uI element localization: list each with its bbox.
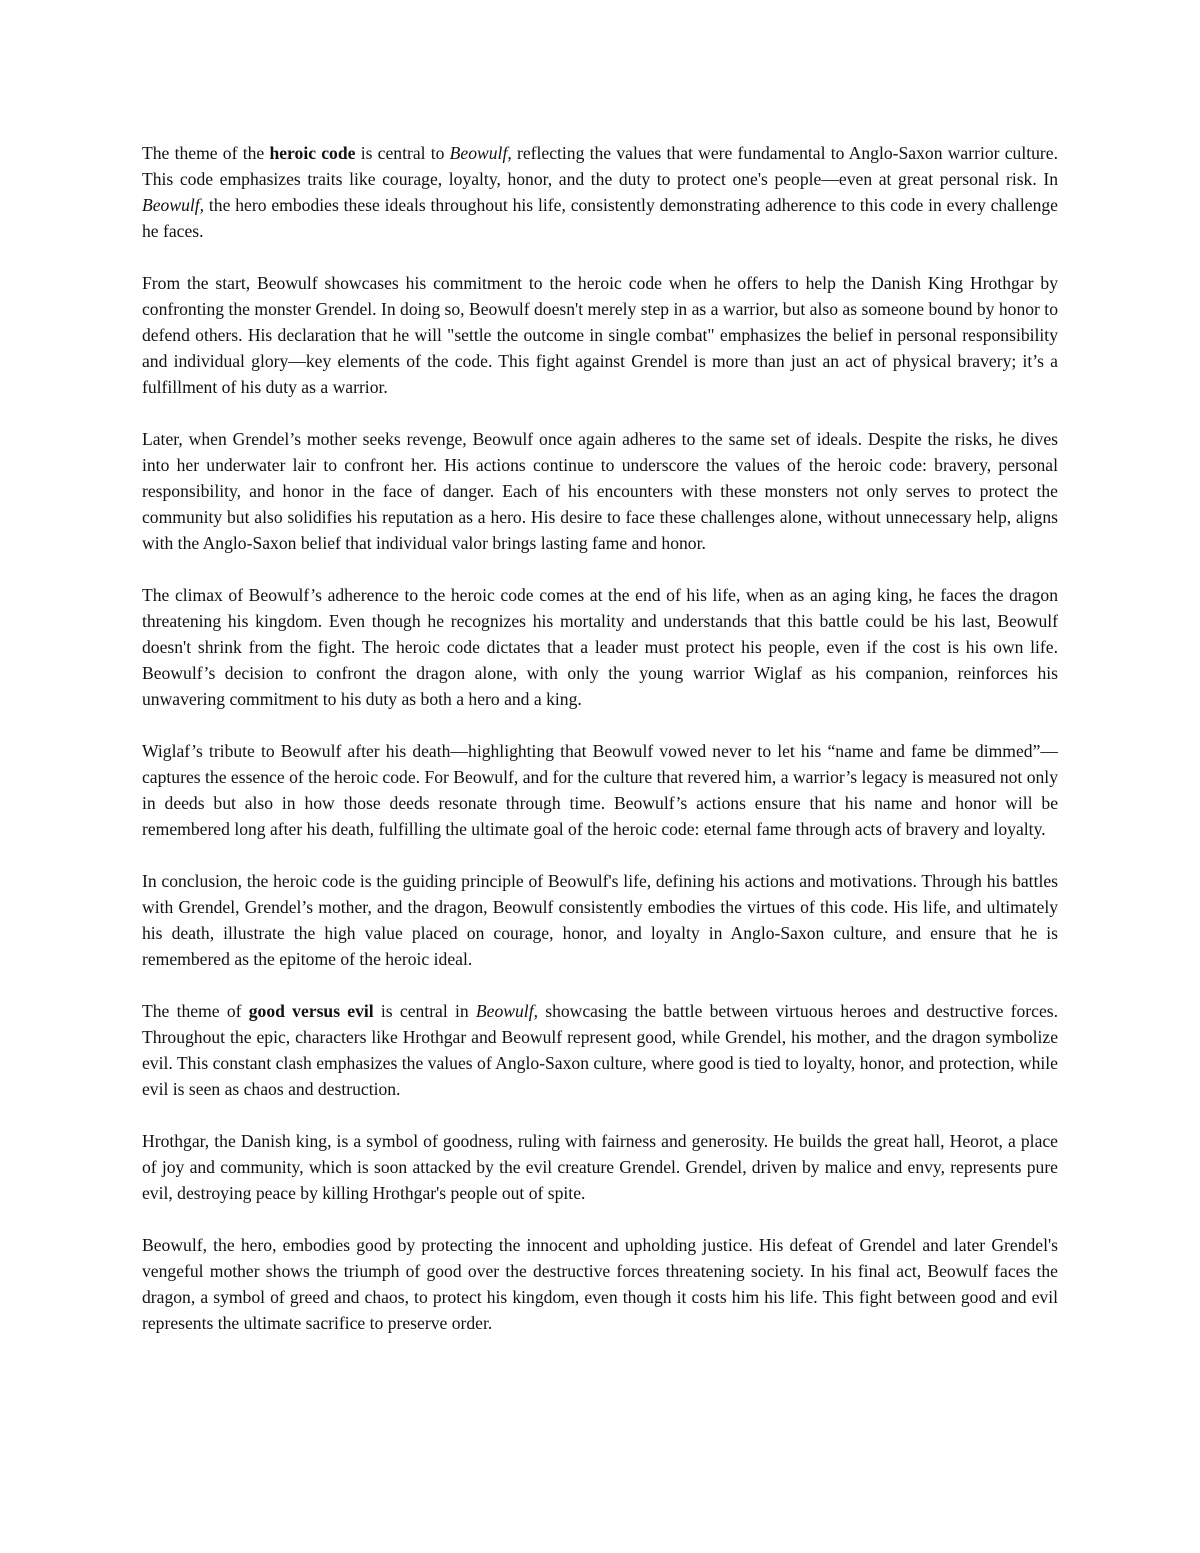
paragraph-beowulf-hero <box>142 1232 1058 1336</box>
paragraph-grendels-mother <box>142 426 1058 556</box>
bold-term-good-versus-evil: good versus evil <box>248 1001 374 1021</box>
bold-term-heroic-code: heroic code <box>269 143 356 163</box>
document-page <box>142 140 1058 1336</box>
text-run: is central to <box>355 143 450 163</box>
paragraph-hrothgar <box>142 1128 1058 1206</box>
text-run: From the start, Beowulf showcases his commitment to the heroic code when he offers to help the Danish King Hrothgar by confronting the monster Grendel. In doing so, Beowulf doesn't merely step in as a warrior, but also as someone bound by honor to defend others. His declaration that he will "settle the outcome in single combat" emphasizes the belief in personal responsibility and individual glory—key elements of the code. This fight against Grendel is more than just an act of physical bravery; it’s a fulfillment of his duty as a warrior. <box>142 273 1058 397</box>
text-run: is central in <box>373 1001 476 1021</box>
italic-title-beowulf: Beowulf, <box>475 1001 538 1021</box>
italic-title-beowulf: Beowulf, <box>449 143 512 163</box>
text-run: Hrothgar, the Danish king, is a symbol of goodness, ruling with fairness and generosity. He builds the great hall, Heorot, a place of joy and community, which is soon attacked by the evil creature Grendel. Grendel, driven by malice and envy, represents pure evil, destroying peace by killing Hrothgar's people out of spite. <box>142 1131 1058 1203</box>
text-run: Beowulf, the hero, embodies good by protecting the innocent and upholding justice. His defeat of Grendel and later Grendel's vengeful mother shows the triumph of good over the destructive forces threatening society. In his final act, Beowulf faces the dragon, a symbol of greed and chaos, to protect his kingdom, even though it costs him his life. This fight between good and evil represents the ultimate sacrifice to preserve order. <box>142 1235 1058 1333</box>
text-run: The climax of Beowulf’s adherence to the heroic code comes at the end of his life, when as an aging king, he faces the dragon threatening his kingdom. Even though he recognizes his mortality and understands that this battle could be his last, Beowulf doesn't shrink from the fight. The heroic code dictates that a leader must protect his people, even if the cost is his own life. Beowulf’s decision to confront the dragon alone, with only the young warrior Wiglaf as his companion, reinforces his unwavering commitment to his duty as both a hero and a king. <box>142 585 1058 709</box>
text-run: showcasing the battle between virtuous heroes and destructive forces. Throughout the epic, characters like Hrothgar and Beowulf represent good, while Grendel, his mother, and the dragon symbolize evil. This constant clash emphasizes the values of Anglo-Saxon culture, where good is tied to loyalty, honor, and protection, while evil is seen as chaos and destruction. <box>142 1001 1058 1099</box>
text-run: Wiglaf’s tribute to Beowulf after his death—highlighting that Beowulf vowed never to let his “name and fame be dimmed”—captures the essence of the heroic code. For Beowulf, and for the culture that revered him, a warrior’s legacy is measured not only in deeds but also in how those deeds resonate through time. Beowulf’s actions ensure that his name and honor will be remembered long after his death, fulfilling the ultimate goal of the heroic code: eternal fame through acts of bravery and loyalty. <box>142 741 1058 839</box>
paragraph-heroic-code-intro <box>142 140 1058 244</box>
text-run: In conclusion, the heroic code is the guiding principle of Beowulf's life, defining his actions and motivations. Through his battles with Grendel, Grendel’s mother, and the dragon, Beowulf consistently embodies the virtues of this code. His life, and ultimately his death, illustrate the high value placed on courage, honor, and loyalty in Anglo-Saxon culture, and ensure that he is remembered as the epitome of the heroic ideal. <box>142 871 1058 969</box>
text-run: The theme of the <box>142 143 270 163</box>
paragraph-conclusion <box>142 868 1058 972</box>
paragraph-good-versus-evil-intro <box>142 998 1058 1102</box>
text-run: reflecting the values that were fundamental to Anglo-Saxon warrior culture. This code emphasizes traits like courage, loyalty, honor, and the duty to protect one's people—even at great personal risk. In <box>142 143 1058 189</box>
italic-title-beowulf: Beowulf, <box>142 195 205 215</box>
paragraph-from-the-start <box>142 270 1058 400</box>
text-run: the hero embodies these ideals throughout his life, consistently demonstrating adherence to this code in every challenge he faces. <box>142 195 1058 241</box>
paragraph-dragon-climax <box>142 582 1058 712</box>
text-run: Later, when Grendel’s mother seeks revenge, Beowulf once again adheres to the same set of ideals. Despite the risks, he dives into her underwater lair to confront her. His actions continue to underscore the values of the heroic code: bravery, personal responsibility, and honor in the face of danger. Each of his encounters with these monsters not only serves to protect the community but also solidifies his reputation as a hero. His desire to face these challenges alone, without unnecessary help, aligns with the Anglo-Saxon belief that individual valor brings lasting fame and honor. <box>142 429 1058 553</box>
paragraph-wiglaf-tribute <box>142 738 1058 842</box>
text-run: The theme of <box>142 1001 249 1021</box>
